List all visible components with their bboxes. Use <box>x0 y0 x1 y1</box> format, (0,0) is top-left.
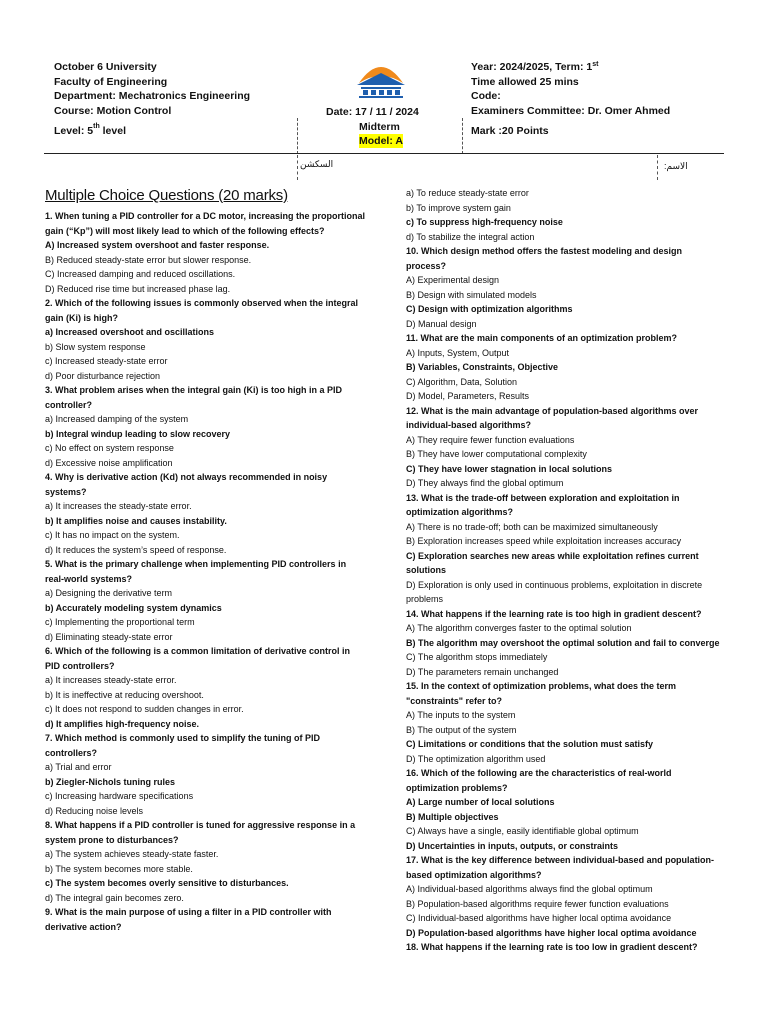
answer-option: A) Experimental design <box>406 275 500 285</box>
question-text: 3. What problem arises when the integral gain (Ki) is too high in a PID controller? <box>45 385 343 410</box>
answer-option: D) Model, Parameters, Results <box>406 391 530 401</box>
answer-option: D) The parameters remain unchanged <box>406 666 559 677</box>
answer-option: a) It increases steady-state error. <box>45 675 177 685</box>
university-name: October 6 University <box>54 61 157 73</box>
answer-option: a) Increased damping of the system <box>45 414 189 424</box>
answer-option-correct: C) Design with optimization algorithms <box>406 304 573 314</box>
answer-option: B) Population-based algorithms require fewer function evaluations <box>406 898 669 909</box>
answer-option: A) The algorithm converges faster to the optimal solution <box>406 623 632 633</box>
answer-option: d) The integral gain becomes zero. <box>45 892 184 903</box>
answer-option: C) Individual-based algorithms have higher local optima avoidance <box>406 913 672 923</box>
answer-option: C) Increased damping and reduced oscillations. <box>45 269 236 279</box>
question-text: 6. Which of the following is a common limitation of derivative control in PID controllers? <box>45 646 351 671</box>
faculty-name: Faculty of Engineering <box>54 75 168 88</box>
question-text: 17. What is the key difference between individual-based and population-based optimization algorithms? <box>406 855 715 880</box>
answer-option: a) Designing the derivative term <box>45 588 173 598</box>
question-text: 14. What happens if the learning rate is too high in gradient descent? <box>406 608 702 619</box>
exam-type: Midterm <box>359 121 400 133</box>
question-text: 2. Which of the following issues is commonly observed when the integral gain (Ki) is high? <box>45 298 359 323</box>
answer-option: c) Increasing hardware specifications <box>45 791 194 801</box>
answer-option-correct: C) Limitations or conditions that the solution must satisfy <box>406 739 654 749</box>
answer-option: a) To reduce steady-state error <box>406 188 529 198</box>
answer-option: c) It has no impact on the system. <box>45 530 180 540</box>
answer-option: c) No effect on system response <box>45 443 174 453</box>
answer-option: c) It does not respond to sudden changes in error. <box>45 704 244 714</box>
question-text: 4. Why is derivative action (Kd) not always recommended in noisy systems? <box>45 472 328 497</box>
answer-option: A) They require fewer function evaluations <box>406 434 575 445</box>
question-text: 5. What is the primary challenge when implementing PID controllers in real-world systems? <box>45 559 347 584</box>
question-text: 8. What happens if a PID controller is tuned for aggressive response in a system prone to disturbances? <box>45 820 356 845</box>
answer-option-correct: B) Multiple objectives <box>406 811 499 822</box>
question-text: 13. What is the trade-off between exploration and exploitation in optimization algorithms? <box>406 492 680 517</box>
section-title: Multiple Choice Questions (20 marks) <box>45 187 288 204</box>
question-text: 18. What happens if the learning rate is too low in gradient descent? <box>406 942 698 952</box>
name-row-divider <box>657 155 658 180</box>
answer-option-correct: b) Ziegler-Nichols tuning rules <box>45 776 176 787</box>
answer-option: d) Excessive noise amplification <box>45 457 173 468</box>
answer-option: C) The algorithm stops immediately <box>406 652 548 662</box>
answer-option: C) Algorithm, Data, Solution <box>406 376 518 387</box>
questions-left-column <box>45 209 367 934</box>
total-mark: Mark :20 Points <box>471 125 549 137</box>
answer-option-correct: A) Large number of local solutions <box>406 797 555 807</box>
examiners-committee: Examiners Committee: Dr. Omer Ahmed <box>471 104 671 117</box>
answer-option-correct: B) Variables, Constraints, Objective <box>406 362 559 372</box>
answer-option: A) Individual-based algorithms always find the global optimum <box>406 884 653 894</box>
answer-option: D) The optimization algorithm used <box>406 753 546 764</box>
answer-option: D) Reduced rise time but increased phase lag. <box>45 283 231 294</box>
answer-option-correct: C) Exploration searches new areas while exploitation refines current solutions <box>406 550 699 575</box>
answer-option: d) To stabilize the integral action <box>406 231 535 242</box>
answer-option: c) Increased steady-state error <box>45 356 168 366</box>
answer-option-correct: b) Integral windup leading to slow recovery <box>45 428 231 439</box>
answer-option: D) Exploration is only used in continuous problems, exploitation in discrete problems <box>406 579 703 604</box>
answer-option-correct: A) Increased system overshoot and faster response. <box>45 240 270 250</box>
answer-option-correct: b) It amplifies noise and causes instability. <box>45 515 227 526</box>
course-name: Course: Motion Control <box>54 104 172 117</box>
time-allowed: Time allowed 25 mins <box>471 75 579 88</box>
answer-option-correct: a) Increased overshoot and oscillations <box>45 327 215 337</box>
department-name: Department: Mechatronics Engineering <box>54 90 251 102</box>
exam-type-block <box>359 120 403 148</box>
header-divider <box>297 118 298 154</box>
question-text: 11. What are the main components of an optimization problem? <box>406 333 678 343</box>
answer-option-correct: C) They have lower stagnation in local solutions <box>406 463 613 474</box>
question-text: 10. Which design method offers the fastest modeling and design process? <box>406 246 683 271</box>
answer-option: d) Reducing noise levels <box>45 805 144 816</box>
year-term: Year: 2024/2025, Term: 1st <box>471 61 599 73</box>
name-row-divider <box>297 155 298 180</box>
answer-option: B) The output of the system <box>406 724 517 735</box>
questions-right-column <box>406 186 724 955</box>
answer-option: b) It is ineffective at reducing overshoot. <box>45 689 204 700</box>
answer-option: a) It increases the steady-state error. <box>45 501 192 511</box>
exam-info <box>471 60 670 118</box>
answer-option-correct: B) The algorithm may overshoot the optimal solution and fail to converge <box>406 637 720 648</box>
model-label: Model: A <box>359 135 403 147</box>
exam-date: Date: 17 / 11 / 2024 <box>326 106 419 118</box>
header-divider <box>462 118 463 154</box>
answer-option: c) Implementing the proportional term <box>45 617 195 627</box>
answer-option: d) Eliminating steady-state error <box>45 631 173 642</box>
answer-option: d) Poor disturbance rejection <box>45 370 161 381</box>
answer-option: b) The system becomes more stable. <box>45 863 193 874</box>
name-field-label: الاسم: <box>664 161 688 171</box>
question-text: 12. What is the main advantage of population-based algorithms over individual-based algorithms? <box>406 405 699 430</box>
university-info <box>54 60 250 118</box>
university-logo-icon <box>355 57 407 101</box>
question-text: 16. Which of the following are the characteristics of real-world optimization problems? <box>406 768 672 793</box>
answer-option: B) They have lower computational complexity <box>406 449 587 459</box>
answer-option-correct: d) It amplifies high-frequency noise. <box>45 718 200 729</box>
answer-option-correct: D) Uncertainties in inputs, outputs, or constraints <box>406 840 619 851</box>
answer-option: d) It reduces the system’s speed of response. <box>45 544 227 555</box>
answer-option-correct: c) To suppress high-frequency noise <box>406 217 563 227</box>
answer-option: B) Reduced steady-state error but slower response. <box>45 254 252 265</box>
header-rule <box>44 153 724 154</box>
answer-option: a) The system achieves steady-state faster. <box>45 849 219 859</box>
answer-option-correct: c) The system becomes overly sensitive to disturbances. <box>45 878 289 888</box>
level-label: Level: 5th level <box>54 123 126 137</box>
question-text: 7. Which method is commonly used to simplify the tuning of PID controllers? <box>45 733 321 758</box>
answer-option-correct: D) Population-based algorithms have higher local optima avoidance <box>406 927 697 938</box>
answer-option: B) Exploration increases speed while exploitation increases accuracy <box>406 536 682 546</box>
section-field-label: السكشن <box>300 159 334 169</box>
answer-option: A) The inputs to the system <box>406 710 516 720</box>
answer-option: C) Always have a single, easily identifiable global optimum <box>406 826 639 836</box>
exam-code: Code: <box>471 90 501 102</box>
answer-option: a) Trial and error <box>45 762 112 772</box>
answer-option: B) Design with simulated models <box>406 289 537 300</box>
answer-option: A) There is no trade-off; both can be maximized simultaneously <box>406 521 658 532</box>
question-text: 15. In the context of optimization problems, what does the term "constraints" refer to? <box>406 681 677 706</box>
answer-option: D) Manual design <box>406 318 477 329</box>
answer-option: A) Inputs, System, Output <box>406 347 510 358</box>
answer-option-correct: b) Accurately modeling system dynamics <box>45 602 222 613</box>
question-text: 1. When tuning a PID controller for a DC motor, increasing the proportional gain (“Kp”) will most likely lead to which of the following effects? <box>45 211 366 236</box>
answer-option: D) They always find the global optimum <box>406 478 564 488</box>
answer-option: b) To improve system gain <box>406 202 511 213</box>
answer-option: b) Slow system response <box>45 341 146 352</box>
question-text: 9. What is the main purpose of using a filter in a PID controller with derivative action? <box>45 907 332 932</box>
